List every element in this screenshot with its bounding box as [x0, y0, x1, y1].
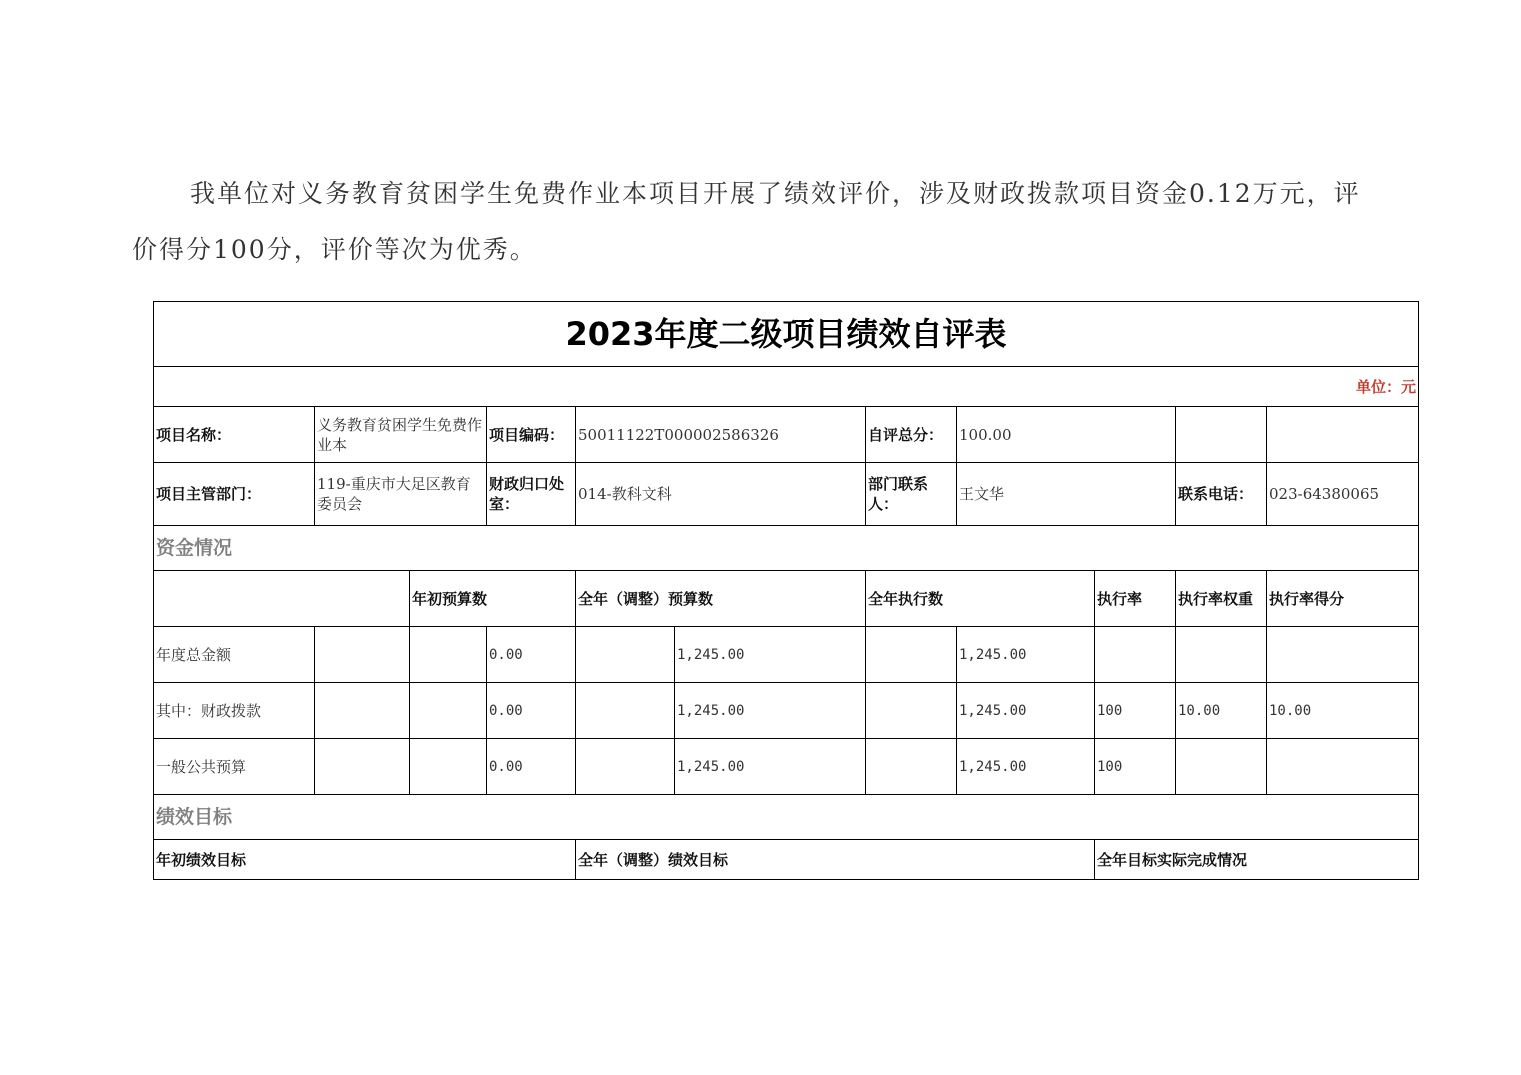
dept-value: 119-重庆市大足区教育委员会	[315, 463, 487, 526]
empty-cell	[576, 739, 675, 795]
rate-cell	[1095, 627, 1176, 683]
intro-text: 我单位对义务教育贫困学生免费作业本项目开展了绩效评价，涉及财政拨款项目资金0.12万元，评价得分100分，评价等次为优秀。	[132, 179, 1361, 264]
score-cell	[1267, 739, 1419, 795]
row-label: 一般公共预算	[154, 739, 315, 795]
empty-cell	[1267, 407, 1419, 463]
funds-section-header: 资金情况	[154, 526, 1419, 571]
unit-label: 单位：元	[154, 367, 1419, 407]
project-code-value: 50011122T000002586326	[576, 407, 866, 463]
phone-value: 023-64380065	[1267, 463, 1419, 526]
finance-office-value: 014-教科文科	[576, 463, 866, 526]
executed-header: 全年执行数	[866, 571, 1095, 627]
empty-cell	[1176, 407, 1267, 463]
executed-cell: 1,245.00	[957, 683, 1095, 739]
phone-label: 联系电话：	[1176, 463, 1267, 526]
intro-paragraph	[132, 166, 1367, 278]
empty-cell	[154, 571, 410, 627]
adjusted-target-header: 全年（调整）绩效目标	[576, 840, 1095, 880]
row-label: 年度总金额	[154, 627, 315, 683]
empty-cell	[410, 683, 487, 739]
empty-cell	[866, 627, 957, 683]
initial-budget-cell: 0.00	[487, 683, 576, 739]
initial-budget-cell: 0.00	[487, 627, 576, 683]
empty-cell	[866, 739, 957, 795]
empty-cell	[576, 627, 675, 683]
score-cell	[1267, 627, 1419, 683]
score-cell: 10.00	[1267, 683, 1419, 739]
weight-cell	[1176, 739, 1267, 795]
actual-completion-header: 全年目标实际完成情况	[1095, 840, 1419, 880]
table-row	[154, 739, 1419, 795]
executed-cell: 1,245.00	[957, 739, 1095, 795]
adjusted-budget-cell: 1,245.00	[675, 683, 866, 739]
weight-cell	[1176, 627, 1267, 683]
total-score-value: 100.00	[957, 407, 1176, 463]
self-evaluation-table	[153, 301, 1419, 880]
score-header: 执行率得分	[1267, 571, 1419, 627]
adjusted-budget-header: 全年（调整）预算数	[576, 571, 866, 627]
row-label: 其中：财政拨款	[154, 683, 315, 739]
initial-budget-header: 年初预算数	[410, 571, 576, 627]
table-row	[154, 627, 1419, 683]
total-score-label: 自评总分：	[866, 407, 957, 463]
executed-cell: 1,245.00	[957, 627, 1095, 683]
empty-cell	[315, 627, 410, 683]
initial-budget-cell: 0.00	[487, 739, 576, 795]
adjusted-budget-cell: 1,245.00	[675, 627, 866, 683]
rate-cell: 100	[1095, 683, 1176, 739]
adjusted-budget-cell: 1,245.00	[675, 739, 866, 795]
initial-target-header: 年初绩效目标	[154, 840, 576, 880]
empty-cell	[866, 683, 957, 739]
finance-office-label: 财政归口处室：	[487, 463, 576, 526]
performance-section-header: 绩效目标	[154, 795, 1419, 840]
dept-label: 项目主管部门：	[154, 463, 315, 526]
project-code-label: 项目编码：	[487, 407, 576, 463]
table-row	[154, 683, 1419, 739]
empty-cell	[315, 739, 410, 795]
empty-cell	[410, 739, 487, 795]
table-title: 2023年度二级项目绩效自评表	[154, 302, 1419, 367]
empty-cell	[576, 683, 675, 739]
empty-cell	[315, 683, 410, 739]
project-name-label: 项目名称：	[154, 407, 315, 463]
contact-value: 王文华	[957, 463, 1176, 526]
weight-header: 执行率权重	[1176, 571, 1267, 627]
empty-cell	[410, 627, 487, 683]
weight-cell: 10.00	[1176, 683, 1267, 739]
contact-label: 部门联系人：	[866, 463, 957, 526]
rate-cell: 100	[1095, 739, 1176, 795]
project-name-value: 义务教育贫困学生免费作业本	[315, 407, 487, 463]
rate-header: 执行率	[1095, 571, 1176, 627]
